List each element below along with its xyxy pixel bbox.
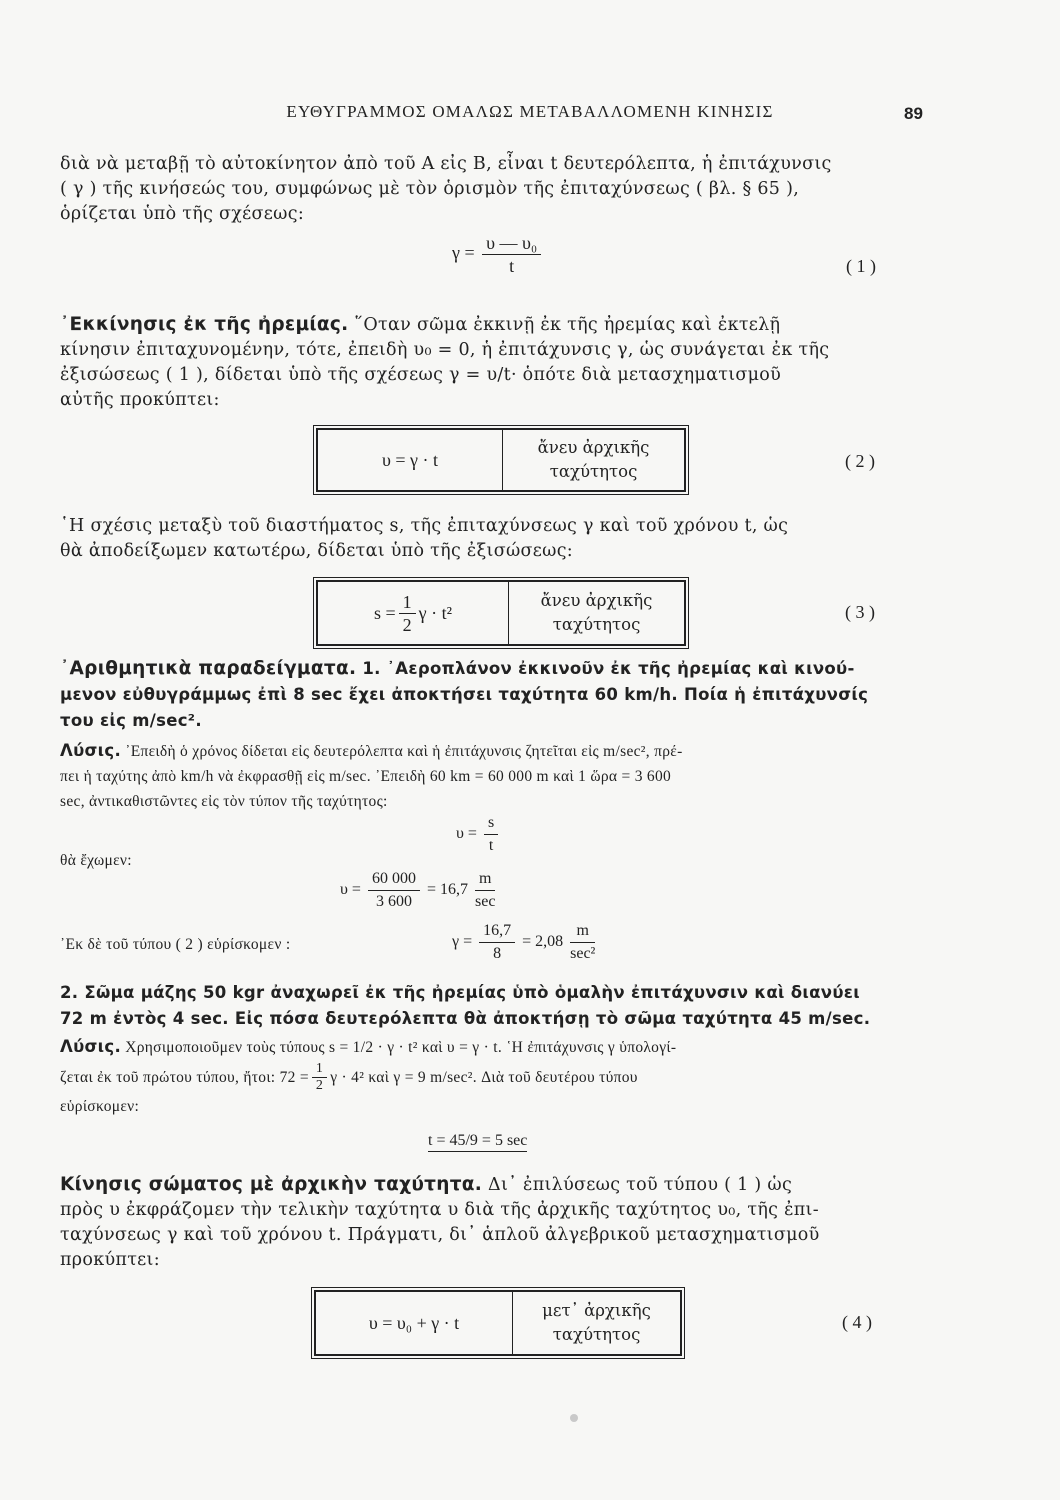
section-heading: Κίνησις σώματος μὲ ἀρχικὴν ταχύτητα.: [60, 1174, 483, 1195]
box-note: [503, 430, 684, 490]
text-line: [60, 738, 928, 764]
text-span: Δι᾿ ἐπιλύσεως τοῦ τύπου ( 1 ) ὡς: [488, 1175, 793, 1195]
running-header: ΕΥΘΥΓΡΑΜΜΟΣ ΟΜΑΛΩΣ ΜΕΤΑΒΑΛΛΟΜΕΝΗ ΚΙΝΗΣΙΣ: [286, 102, 774, 121]
fraction-numerator: m: [570, 920, 595, 943]
text-line: ῾Η σχέσις μεταξὺ τοῦ διαστήματος s, τῆς ἐπιταχύνσεως γ καὶ τοῦ χρόνου t, ὡς: [60, 516, 789, 536]
solution-2: [60, 1034, 928, 1119]
text-line: θὰ ἔχωμεν:: [60, 852, 132, 869]
text-line: 2. Σῶμα μάζης 50 kgr ἀναχωρεῖ ἐκ τῆς ἠρεμίας ὑπὸ ὁμαλὴν ἐπιτάχυνσιν καὶ διανύει: [60, 983, 860, 1002]
equation-label-3: ( 3 ): [845, 602, 875, 622]
equation-middle: = 2,08: [522, 933, 564, 951]
formula-box-3: [316, 580, 686, 646]
velocity-calculation: [340, 868, 498, 913]
fraction: [368, 868, 420, 913]
acceleration-calculation: [452, 920, 598, 965]
example-2-statement: [60, 980, 928, 1032]
equation-lhs: υ =: [340, 881, 361, 899]
text-line: [60, 1034, 928, 1060]
text-line: κίνησιν ἐπιταχυνομένην, τότε, ἐπειδὴ υ₀ = 0, ἡ ἐπιτάχυνσις γ, ὡς συνάγεται ἐκ τῆς: [60, 340, 830, 360]
equation-1: [452, 232, 544, 277]
box-note-line: ἄνευ ἀρχικῆς: [540, 591, 653, 610]
text-line: [60, 312, 928, 338]
rest-paragraph: [60, 312, 928, 413]
box-note-line: ἄνευ ἀρχικῆς: [537, 438, 650, 457]
relation-paragraph: [60, 514, 928, 564]
text-line: διὰ νὰ μεταβῇ τὸ αὐτοκίνητον ἀπὸ τοῦ Α εἰς Β, εἶναι t δευτερόλεπτα, ἡ ἐπιτάχυνσις: [60, 154, 832, 174]
section-heading: ᾿Αριθμητικὰ παραδείγματα.: [60, 658, 357, 679]
section-heading: ᾿Εκκίνησις ἐκ τῆς ἠρεμίας.: [60, 314, 349, 335]
text-line: 72 m ἐντὸς 4 sec. Εἰς πόσα δευτερόλεπτα θὰ ἀποκτήσῃ τὸ σῶμα ταχύτητα 45 m/sec.: [60, 1009, 871, 1028]
fraction-numerator: 60 000: [368, 868, 420, 891]
box-formula: [318, 582, 509, 644]
equation-lhs: υ =: [456, 825, 477, 843]
text-span: γ · 4² καὶ γ = 9 m/sec². Διὰ τοῦ δευτέρου τύπου: [330, 1068, 638, 1086]
initial-velocity-paragraph: [60, 1172, 928, 1273]
text-line: ὁρίζεται ὑπὸ τῆς σχέσεως:: [60, 204, 305, 224]
text-line: πει ἡ ταχύτης ἀπὸ km/h νὰ ἐκφρασθῇ εἰς m/sec. ᾿Επειδὴ 60 km = 60 000 m καὶ 1 ὥρα = 3 600: [60, 768, 672, 785]
equation-middle: = 16,7: [426, 881, 468, 899]
unit-fraction: [475, 868, 495, 913]
text-line: sec, ἀντικαθιστῶντες εἰς τὸν τύπον τῆς ταχύτητος:: [60, 793, 388, 810]
text-span: Χρησιμοποιοῦμεν τοὺς τύπους s = 1/2 · γ · t² καὶ υ = γ · t. ῾Η ἐπιτάχυνσις γ ὑπολογί-: [125, 1039, 677, 1056]
fraction-denominator: 3 600: [375, 893, 412, 910]
text-line: αὐτῆς προκύπτει:: [60, 390, 220, 410]
formula-box-2: [316, 428, 686, 492]
text-span: 1. ᾿Αεροπλάνον ἐκκινοῦν ἐκ τῆς ἠρεμίας καὶ κινού-: [362, 659, 855, 678]
box-formula: υ = γ · t: [318, 430, 503, 490]
result-equation: t = 45/9 = 5 sec: [428, 1132, 527, 1152]
equation-lhs: γ =: [452, 933, 473, 951]
equation-rhs: γ · t²: [418, 602, 452, 623]
text-line: ἐξισώσεως ( 1 ), δίδεται ὑπὸ τῆς σχέσεως γ = υ/t· ὁπότε διὰ μετασχηματισμοῦ: [60, 365, 782, 385]
fraction-numerator: 16,7: [479, 920, 515, 943]
box-note-line: ταχύτητος: [549, 462, 638, 481]
fraction-denominator: t: [488, 837, 494, 854]
page-number: 89: [904, 104, 923, 123]
text-line: ταχύνσεως γ καὶ τοῦ χρόνου t. Πράγματι, δι᾿ ἁπλοῦ ἀλγεβρικοῦ μετασχηματισμοῦ: [60, 1225, 820, 1245]
fraction-numerator: s: [484, 812, 498, 835]
equation-label-4: ( 4 ): [842, 1312, 872, 1332]
equation-label-2: ( 2 ): [845, 451, 875, 471]
solution-1: [60, 738, 928, 814]
equation-label-1: ( 1 ): [846, 256, 876, 276]
equation-lhs: s =: [373, 602, 396, 623]
text-span: ῞Οταν σῶμα ἐκκινῇ ἐκ τῆς ἠρεμίας καὶ ἐκτελῇ: [354, 315, 781, 335]
text-line: [60, 1172, 928, 1198]
fraction-numerator: υ — υ₀: [482, 232, 541, 255]
fraction: [312, 1061, 327, 1094]
fraction-denominator: 2: [402, 614, 412, 635]
fraction-numerator: m: [475, 868, 495, 891]
fraction-denominator: sec: [474, 893, 496, 910]
solution-label: Λύσις.: [60, 1037, 122, 1056]
text-span: ζεται ἐκ τοῦ πρώτου τύπου, ἤτοι: 72 =: [60, 1068, 309, 1086]
box-note-line: μετ᾿ ἀρχικῆς: [542, 1301, 651, 1320]
fraction-numerator: 1: [399, 591, 416, 614]
equation-lhs: γ =: [452, 242, 475, 263]
intro-paragraph: [60, 152, 928, 227]
box-note: [513, 1292, 680, 1354]
fraction-denominator: 8: [493, 945, 502, 962]
example-1-statement: [60, 656, 928, 734]
text-line: προκύπτει:: [60, 1250, 160, 1270]
unit-fraction: [570, 920, 595, 965]
formula-box-4: [314, 1290, 682, 1356]
text-line: θὰ ἀποδείξωμεν κατωτέρω, δίδεται ὑπὸ τῆς ἐξισώσεως:: [60, 541, 573, 561]
fraction-denominator: t: [509, 256, 515, 276]
fraction-numerator: 1: [312, 1061, 327, 1078]
fraction-denominator: 2: [315, 1077, 324, 1093]
fraction: [479, 920, 515, 965]
box-formula: υ = υ₀ + γ · t: [316, 1292, 513, 1354]
solution-label: Λύσις.: [60, 741, 122, 760]
fraction: [482, 232, 541, 277]
text-line: [60, 656, 928, 682]
time-result: [428, 1132, 527, 1150]
text-span: ᾿Επειδὴ ὁ χρόνος δίδεται εἰς δευτερόλεπτα καὶ ἡ ἐπιτάχυνσις ζητεῖται εἰς m/sec², πρέ-: [125, 743, 683, 760]
ink-spot: [570, 1414, 578, 1422]
fraction: [399, 591, 416, 636]
text-line: πρὸς υ ἐκφράζομεν τὴν τελικὴν ταχύτητα υ διὰ τῆς ἀρχικῆς ταχύτητος υ₀, τῆς ἐπι-: [60, 1200, 819, 1220]
text-line: [60, 1060, 928, 1094]
box-note: [509, 582, 684, 644]
text-line: εὑρίσκομεν:: [60, 1098, 140, 1115]
text-line: μενον εὐθυγράμμως ἐπὶ 8 sec ἔχει ἀποκτήσει ταχύτητα 60 km/h. Ποία ἡ ἐπιτάχυνσίς: [60, 685, 869, 704]
text-line: ( γ ) τῆς κινήσεώς του, συμφώνως μὲ τὸν ὁρισμὸν τῆς ἐπιταχύνσεως ( βλ. § 65 ),: [60, 179, 800, 199]
box-note-line: ταχύτητος: [552, 1325, 641, 1344]
text-line: ᾿Εκ δὲ τοῦ τύπου ( 2 ) εὑρίσκομεν :: [60, 936, 291, 953]
box-note-line: ταχύτητος: [552, 615, 641, 634]
text-line: του εἰς m/sec².: [60, 711, 202, 730]
fraction-denominator: sec²: [570, 945, 596, 962]
